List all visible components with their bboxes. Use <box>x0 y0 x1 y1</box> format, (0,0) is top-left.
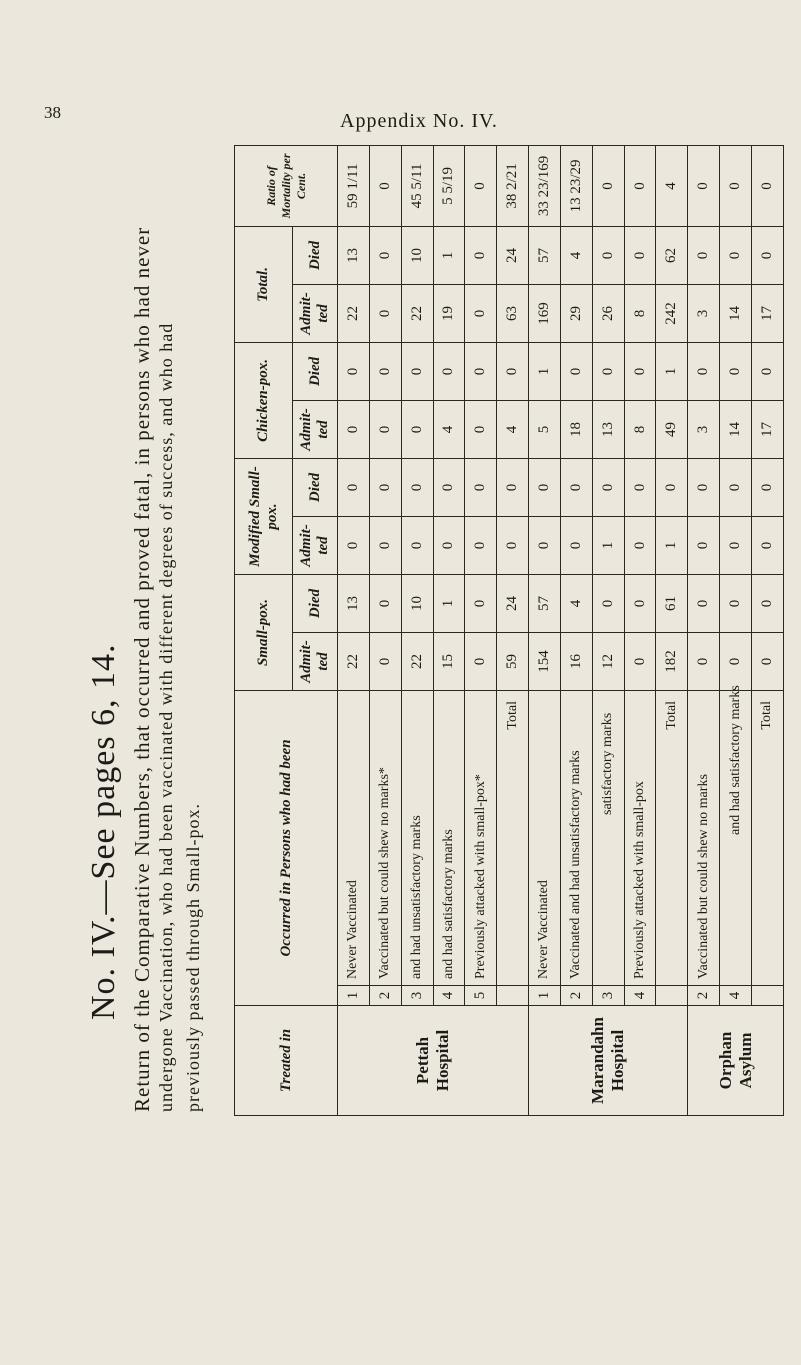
mortality-table <box>234 145 784 1116</box>
row-number: 2 <box>369 986 401 1006</box>
return-number-heading: No. IV.—See pages 6, 14. <box>85 643 122 1020</box>
small-pox-admitted: 154 <box>529 632 561 690</box>
table-row <box>720 145 752 1115</box>
header-modified-small-pox: Modified Small-pox. <box>235 458 293 574</box>
chicken-pox-admitted: 13 <box>592 400 624 458</box>
small-pox-died: 0 <box>369 574 401 632</box>
small-pox-died: 0 <box>688 574 720 632</box>
total-label: Total <box>497 690 529 985</box>
small-pox-died: 24 <box>497 574 529 632</box>
header-died: Died <box>293 574 338 632</box>
table-body <box>338 145 784 1115</box>
mortality-ratio: 0 <box>592 145 624 226</box>
table-row <box>401 145 433 1115</box>
total-died: 10 <box>401 226 433 284</box>
table-row <box>369 145 401 1115</box>
modified-admitted: 0 <box>624 516 656 574</box>
chicken-pox-died: 0 <box>592 342 624 400</box>
mortality-ratio: 45 5/11 <box>401 145 433 226</box>
total-died: 0 <box>751 226 783 284</box>
row-number: 5 <box>465 986 497 1006</box>
row-number: 1 <box>338 986 370 1006</box>
modified-died: 0 <box>529 458 561 516</box>
mortality-ratio: 59 1/11 <box>338 145 370 226</box>
modified-admitted: 0 <box>433 516 465 574</box>
total-admitted: 17 <box>751 284 783 342</box>
chicken-pox-admitted: 0 <box>338 400 370 458</box>
chicken-pox-admitted: 4 <box>433 400 465 458</box>
total-died: 0 <box>592 226 624 284</box>
modified-died: 0 <box>751 458 783 516</box>
table-row <box>688 145 720 1115</box>
total-died: 0 <box>624 226 656 284</box>
hospital-name: Marandahn Hospital <box>529 1006 688 1116</box>
row-number: 4 <box>433 986 465 1006</box>
total-died: 62 <box>656 226 688 284</box>
header-small-pox: Small-pox. <box>235 574 293 690</box>
total-admitted: 63 <box>497 284 529 342</box>
modified-died: 0 <box>465 458 497 516</box>
modified-admitted: 0 <box>688 516 720 574</box>
header-died: Died <box>293 458 338 516</box>
modified-admitted: 0 <box>529 516 561 574</box>
mortality-ratio: 0 <box>369 145 401 226</box>
small-pox-admitted: 22 <box>401 632 433 690</box>
chicken-pox-died: 1 <box>656 342 688 400</box>
chicken-pox-admitted: 8 <box>624 400 656 458</box>
row-description: and had satisfactory marks <box>720 690 752 985</box>
total-row <box>497 145 529 1115</box>
header-treated-in: Treated in <box>235 1006 338 1116</box>
small-pox-died: 57 <box>529 574 561 632</box>
header-admitted: Admit-ted <box>293 516 338 574</box>
header-total: Total. <box>235 226 293 342</box>
header-died: Died <box>293 226 338 284</box>
chicken-pox-admitted: 49 <box>656 400 688 458</box>
mortality-ratio: 38 2/21 <box>497 145 529 226</box>
table-row <box>338 145 370 1115</box>
return-title-line-3: previously passed through Small-pox. <box>183 803 203 1112</box>
mortality-ratio: 0 <box>720 145 752 226</box>
chicken-pox-admitted: 18 <box>560 400 592 458</box>
chicken-pox-died: 0 <box>497 342 529 400</box>
total-died: 0 <box>720 226 752 284</box>
small-pox-admitted: 0 <box>369 632 401 690</box>
row-number: 4 <box>624 986 656 1006</box>
row-number: 2 <box>688 986 720 1006</box>
row-description: Never Vaccinated <box>529 690 561 985</box>
small-pox-died: 0 <box>720 574 752 632</box>
total-died: 13 <box>338 226 370 284</box>
modified-admitted: 0 <box>369 516 401 574</box>
return-title-line-2: undergone Vaccination, who had been vaccinated with different degrees of success, and who had <box>156 322 176 1112</box>
modified-admitted: 0 <box>401 516 433 574</box>
modified-died: 0 <box>720 458 752 516</box>
row-description: and had satisfactory marks <box>433 690 465 985</box>
total-admitted: 169 <box>529 284 561 342</box>
table-row <box>560 145 592 1115</box>
small-pox-admitted: 59 <box>497 632 529 690</box>
total-admitted: 22 <box>401 284 433 342</box>
mortality-ratio: 13 23/29 <box>560 145 592 226</box>
total-died: 1 <box>433 226 465 284</box>
modified-admitted: 0 <box>560 516 592 574</box>
small-pox-died: 61 <box>656 574 688 632</box>
modified-died: 0 <box>656 458 688 516</box>
small-pox-died: 1 <box>433 574 465 632</box>
modified-admitted: 1 <box>592 516 624 574</box>
small-pox-admitted: 0 <box>751 632 783 690</box>
mortality-table-rotated <box>234 146 784 1116</box>
small-pox-admitted: 0 <box>688 632 720 690</box>
total-admitted: 14 <box>720 284 752 342</box>
modified-admitted: 0 <box>465 516 497 574</box>
row-description: Vaccinated but could shew no marks <box>688 690 720 985</box>
chicken-pox-died: 0 <box>338 342 370 400</box>
row-description: Previously attacked with small-pox* <box>465 690 497 985</box>
mortality-ratio: 0 <box>751 145 783 226</box>
chicken-pox-admitted: 14 <box>720 400 752 458</box>
total-admitted: 0 <box>369 284 401 342</box>
total-admitted: 22 <box>338 284 370 342</box>
row-number: 3 <box>401 986 433 1006</box>
small-pox-admitted: 0 <box>624 632 656 690</box>
total-label: Total <box>656 690 688 985</box>
table-row <box>465 145 497 1115</box>
chicken-pox-died: 1 <box>529 342 561 400</box>
chicken-pox-died: 0 <box>401 342 433 400</box>
header-occurred: Occurred in Persons who had been <box>235 690 338 1005</box>
chicken-pox-died: 0 <box>624 342 656 400</box>
chicken-pox-admitted: 0 <box>465 400 497 458</box>
mortality-ratio: 0 <box>688 145 720 226</box>
small-pox-admitted: 0 <box>720 632 752 690</box>
chicken-pox-died: 0 <box>560 342 592 400</box>
chicken-pox-died: 0 <box>465 342 497 400</box>
header-admitted: Admit-ted <box>293 284 338 342</box>
modified-died: 0 <box>592 458 624 516</box>
small-pox-died: 0 <box>465 574 497 632</box>
small-pox-died: 0 <box>624 574 656 632</box>
modified-died: 0 <box>401 458 433 516</box>
total-died: 0 <box>465 226 497 284</box>
modified-died: 0 <box>338 458 370 516</box>
small-pox-admitted: 22 <box>338 632 370 690</box>
small-pox-admitted: 16 <box>560 632 592 690</box>
chicken-pox-admitted: 5 <box>529 400 561 458</box>
table-row <box>624 145 656 1115</box>
chicken-pox-died: 0 <box>720 342 752 400</box>
modified-admitted: 0 <box>497 516 529 574</box>
total-admitted: 26 <box>592 284 624 342</box>
modified-died: 0 <box>624 458 656 516</box>
modified-died: 0 <box>560 458 592 516</box>
total-died: 4 <box>560 226 592 284</box>
total-admitted: 19 <box>433 284 465 342</box>
hospital-name: Orphan Asylum <box>688 1006 784 1116</box>
chicken-pox-admitted: 3 <box>688 400 720 458</box>
row-description: Never Vaccinated <box>338 690 370 985</box>
return-title-line-1: Return of the Comparative Numbers, that occurred and proved fatal, in persons who had never <box>130 226 154 1112</box>
total-row <box>656 145 688 1115</box>
modified-died: 0 <box>688 458 720 516</box>
chicken-pox-admitted: 0 <box>369 400 401 458</box>
total-died: 0 <box>688 226 720 284</box>
total-died: 0 <box>369 226 401 284</box>
chicken-pox-admitted: 0 <box>401 400 433 458</box>
row-number: 1 <box>529 986 561 1006</box>
small-pox-died: 0 <box>592 574 624 632</box>
row-description: Previously attacked with small-pox <box>624 690 656 985</box>
total-row <box>751 145 783 1115</box>
modified-died: 0 <box>497 458 529 516</box>
small-pox-admitted: 182 <box>656 632 688 690</box>
total-died: 57 <box>529 226 561 284</box>
total-admitted: 29 <box>560 284 592 342</box>
table-row <box>529 145 561 1115</box>
chicken-pox-died: 0 <box>433 342 465 400</box>
row-number: 3 <box>592 986 624 1006</box>
header-admitted: Admit-ted <box>293 400 338 458</box>
header-admitted: Admit-ted <box>293 632 338 690</box>
modified-died: 0 <box>369 458 401 516</box>
total-admitted: 242 <box>656 284 688 342</box>
mortality-ratio: 4 <box>656 145 688 226</box>
hospital-name: Pettah Hospital <box>338 1006 529 1116</box>
mortality-ratio: 33 23/169 <box>529 145 561 226</box>
total-admitted: 8 <box>624 284 656 342</box>
modified-admitted: 0 <box>720 516 752 574</box>
row-number: 4 <box>720 986 752 1006</box>
modified-admitted: 0 <box>338 516 370 574</box>
page-number: 38 <box>44 103 61 122</box>
total-label: Total <box>751 690 783 985</box>
chicken-pox-died: 0 <box>688 342 720 400</box>
chicken-pox-died: 0 <box>369 342 401 400</box>
modified-admitted: 0 <box>751 516 783 574</box>
small-pox-died: 4 <box>560 574 592 632</box>
chicken-pox-admitted: 17 <box>751 400 783 458</box>
modified-admitted: 1 <box>656 516 688 574</box>
small-pox-died: 13 <box>338 574 370 632</box>
table-row <box>433 145 465 1115</box>
small-pox-admitted: 12 <box>592 632 624 690</box>
total-admitted: 0 <box>465 284 497 342</box>
chicken-pox-admitted: 4 <box>497 400 529 458</box>
mortality-ratio: 5 5/19 <box>433 145 465 226</box>
modified-died: 0 <box>433 458 465 516</box>
mortality-ratio: 0 <box>624 145 656 226</box>
small-pox-died: 0 <box>751 574 783 632</box>
table-row <box>592 145 624 1115</box>
total-admitted: 3 <box>688 284 720 342</box>
header-chicken-pox: Chicken-pox. <box>235 342 293 458</box>
small-pox-admitted: 15 <box>433 632 465 690</box>
row-description: and had unsatisfactory marks <box>401 690 433 985</box>
row-number: 2 <box>560 986 592 1006</box>
small-pox-died: 10 <box>401 574 433 632</box>
mortality-ratio: 0 <box>465 145 497 226</box>
chicken-pox-died: 0 <box>751 342 783 400</box>
total-died: 24 <box>497 226 529 284</box>
row-description: Vaccinated and had unsatisfactory marks <box>560 690 592 985</box>
header-died: Died <box>293 342 338 400</box>
row-description: Vaccinated but could shew no marks* <box>369 690 401 985</box>
small-pox-admitted: 0 <box>465 632 497 690</box>
running-header: Appendix No. IV. <box>340 110 498 132</box>
row-description: satisfactory marks <box>592 690 624 985</box>
header-ratio: Ratio of Mortality per Cent. <box>235 145 338 226</box>
